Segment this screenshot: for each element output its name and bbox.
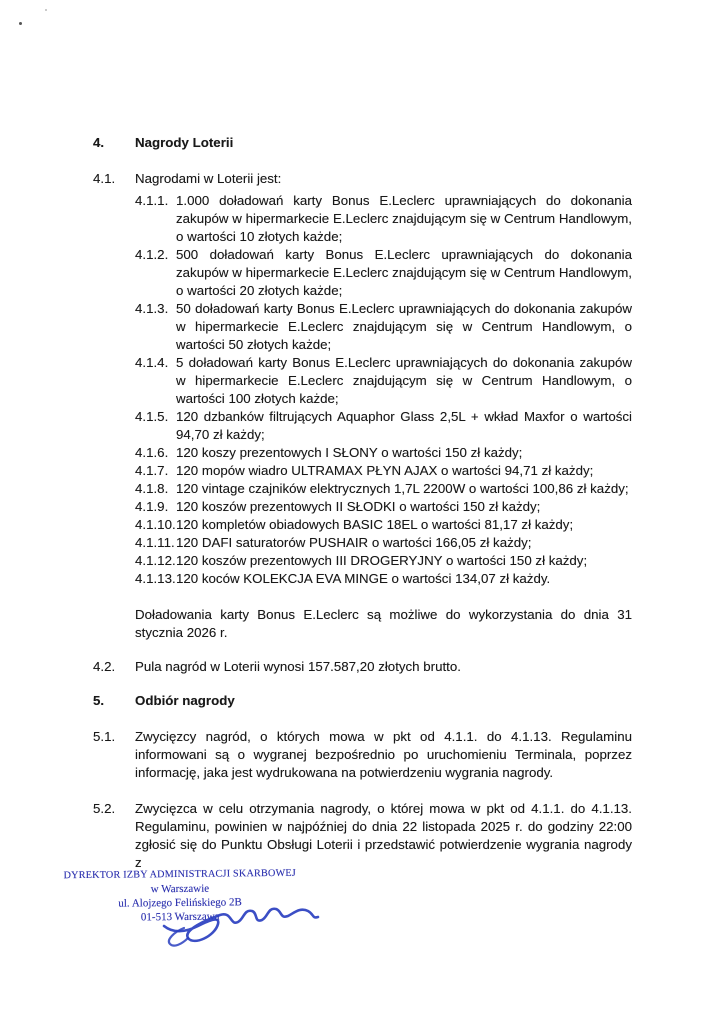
prize-item <box>135 300 632 354</box>
prize-number: 4.1.12. <box>135 553 176 568</box>
clause-number: 4.1. <box>93 171 116 186</box>
clause-5-1 <box>93 728 632 782</box>
clause-text: Zwycięzca w celu otrzymania nagrody, o której mowa w pkt od 4.1.1. do 4.1.13. Regulaminu, powinien w najpóźniej do dnia 22 listopada 2025 r. do godziny 22:00 zgłosić się do Punktu Obsługi Loterii i przedstawić potwierdzenie wygrania nagrody z <box>135 801 632 870</box>
prize-text: 1.000 doładowań karty Bonus E.Leclerc uprawniających do dokonania zakupów w hipermarkecie E.Leclerc znajdującym się w Centrum Handlowym, o wartości 10 złotych każde; <box>176 193 632 244</box>
prize-item <box>135 570 632 588</box>
prize-item <box>135 516 632 534</box>
clause-text: Zwycięzcy nagród, o których mowa w pkt od 4.1.1. do 4.1.13. Regulaminu informowani są o wygranej bezpośrednio po uruchomieniu Terminala, poprzez informację, jaka jest wydrukowana na potwierdzeniu wygrania nagrody. <box>135 729 632 780</box>
section-title: Nagrody Loterii <box>135 135 234 150</box>
recharge-validity-note: Doładowania karty Bonus E.Leclerc są możliwe do wykorzystania do dnia 31 stycznia 2026 r. <box>135 607 632 640</box>
office-stamp <box>58 867 303 926</box>
prize-item <box>135 552 632 570</box>
prize-item <box>135 480 632 498</box>
prize-item <box>135 246 632 300</box>
prize-text: 120 mopów wiadro ULTRAMAX PŁYN AJAX o wartości 94,71 zł każdy; <box>176 463 594 478</box>
prize-text: 120 koców KOLEKCJA EVA MINGE o wartości 134,07 zł każdy. <box>176 571 551 586</box>
clause-number: 4.2. <box>93 659 116 674</box>
prize-item <box>135 408 632 444</box>
section-number: 4. <box>93 135 105 150</box>
prize-number: 4.1.10. <box>135 517 176 532</box>
prize-number: 4.1.1. <box>135 193 169 208</box>
prize-text: 120 DAFI saturatorów PUSHAIR o wartości 166,05 zł każdy; <box>176 535 532 550</box>
prize-item <box>135 498 632 516</box>
prize-text: 120 koszów prezentowych III DROGERYJNY o wartości 150 zł każdy; <box>176 553 588 568</box>
section-5-heading <box>93 692 632 710</box>
prize-number: 4.1.3. <box>135 301 169 316</box>
clause-text: Nagrodami w Loterii jest: <box>135 171 282 186</box>
clause-5-2 <box>93 800 632 872</box>
prize-list <box>135 192 632 588</box>
prize-item <box>135 192 632 246</box>
prize-number: 4.1.7. <box>135 463 169 478</box>
clause-number: 5.1. <box>93 729 116 744</box>
stamp-postal: 01-513 Warszawa <box>140 910 220 924</box>
prize-text: 5 doładowań karty Bonus E.Leclerc uprawniających do dokonania zakupów w hipermarkecie E.Leclerc znajdującym się w Centrum Handlowym, o wartości 100 złotych każde; <box>176 355 632 406</box>
clause-4-2 <box>93 658 632 676</box>
section-4-heading <box>93 134 632 152</box>
scan-speck <box>45 9 47 11</box>
prize-number: 4.1.6. <box>135 445 169 460</box>
stamp-city: w Warszawie <box>150 882 210 896</box>
prize-number: 4.1.13. <box>135 571 176 586</box>
stamp-institution: DYREKTOR IZBY ADMINISTRACJI SKARBOWEJ <box>63 867 297 882</box>
prize-text: 120 koszów prezentowych II SŁODKI o wartości 150 zł każdy; <box>176 499 541 514</box>
document-body <box>93 134 632 872</box>
prize-text: 500 doładowań karty Bonus E.Leclerc uprawniających do dokonania zakupów w hipermarkecie E.Leclerc znajdującym się w Centrum Handlowym, o wartości 20 złotych każde; <box>176 247 632 298</box>
prize-item <box>135 534 632 552</box>
prize-item <box>135 354 632 408</box>
prize-number: 4.1.8. <box>135 481 169 496</box>
prize-text: 120 koszy prezentowych I SŁONY o wartości 150 zł każdy; <box>176 445 523 460</box>
prize-text: 120 dzbanków filtrujących Aquaphor Glass 2,5L + wkład Maxfor o wartości 94,70 zł każdy; <box>176 409 632 442</box>
section-number: 5. <box>93 693 105 708</box>
prize-item <box>135 462 632 480</box>
section-title: Odbiór nagrody <box>135 693 235 708</box>
prize-number: 4.1.9. <box>135 499 169 514</box>
clause-4-1 <box>93 170 632 188</box>
clause-number: 5.2. <box>93 801 116 816</box>
prize-number: 4.1.2. <box>135 247 169 262</box>
prize-number: 4.1.5. <box>135 409 169 424</box>
prize-text: 120 kompletów obiadowych BASIC 18EL o wartości 81,17 zł każdy; <box>176 517 574 532</box>
prize-number: 4.1.11. <box>135 535 175 550</box>
scan-speck <box>19 22 22 25</box>
stamp-street: ul. Alojzego Felińskiego 2B <box>118 896 242 910</box>
prize-text: 120 vintage czajników elektrycznych 1,7L 2200W o wartości 100,86 zł każdy; <box>176 481 629 496</box>
prize-text: 50 doładowań karty Bonus E.Leclerc uprawniających do dokonania zakupów w hipermarkecie E.Leclerc znajdującym się w Centrum Handlowym, o wartości 50 złotych każde; <box>176 301 632 352</box>
clause-text: Pula nagród w Loterii wynosi 157.587,20 złotych brutto. <box>135 659 461 674</box>
prize-number: 4.1.4. <box>135 355 169 370</box>
prize-item <box>135 444 632 462</box>
